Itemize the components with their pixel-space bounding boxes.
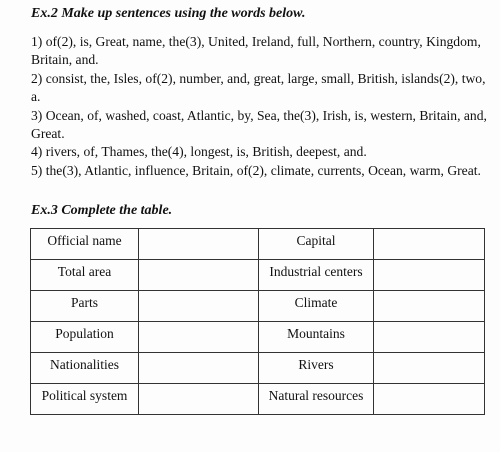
row-label-parts: Parts (31, 291, 139, 322)
table-row (31, 384, 485, 415)
row-label-rivers: Rivers (259, 353, 374, 384)
row-label-nationalities: Nationalities (31, 353, 139, 384)
table-row (31, 229, 485, 260)
answer-cell-capital[interactable] (374, 229, 485, 260)
answer-cell-mountains[interactable] (374, 322, 485, 353)
word-set-1: 1) of(2), is, Great, name, the(3), United, Ireland, full, Northern, country, Kingdom, Britain, and. (31, 34, 481, 68)
answer-cell-population[interactable] (139, 322, 259, 353)
row-label-total-area: Total area (31, 260, 139, 291)
answer-cell-total-area[interactable] (139, 260, 259, 291)
row-label-natural-resources: Natural resources (259, 384, 374, 415)
answer-cell-industrial-centers[interactable] (374, 260, 485, 291)
country-info-table (30, 228, 485, 415)
row-label-mountains: Mountains (259, 322, 374, 353)
row-label-official-name: Official name (31, 229, 139, 260)
row-label-political-system: Political system (31, 384, 139, 415)
word-set-3: 3) Ocean, of, washed, coast, Atlantic, by, Sea, the(3), Irish, is, western, Britain, and, Great. (31, 107, 487, 142)
answer-cell-official-name[interactable] (139, 229, 259, 260)
word-set-4: 4) rivers, of, Thames, the(4), longest, is, British, deepest, and. (31, 144, 367, 160)
answer-cell-political-system[interactable] (139, 384, 259, 415)
answer-cell-rivers[interactable] (374, 353, 485, 384)
table-row (31, 291, 485, 322)
table-row (31, 353, 485, 384)
answer-cell-natural-resources[interactable] (374, 384, 485, 415)
row-label-capital: Capital (259, 229, 374, 260)
row-label-industrial-centers: Industrial centers (259, 260, 374, 291)
answer-cell-climate[interactable] (374, 291, 485, 322)
row-label-population: Population (31, 322, 139, 353)
word-set-2: 2) consist, the, Isles, of(2), number, and, great, large, small, British, islands(2), two, a. (31, 70, 486, 105)
exercise-2-word-list (31, 33, 493, 180)
exercise-3-heading: Ex.3 Complete the table. (31, 203, 173, 218)
answer-cell-nationalities[interactable] (139, 353, 259, 384)
table-row (31, 260, 485, 291)
answer-cell-parts[interactable] (139, 291, 259, 322)
exercise-2-heading: Ex.2 Make up sentences using the words below. (31, 6, 306, 21)
word-set-5: 5) the(3), Atlantic, influence, Britain, of(2), climate, currents, Ocean, warm, Great. (31, 162, 481, 178)
row-label-climate: Climate (259, 291, 374, 322)
table-row (31, 322, 485, 353)
